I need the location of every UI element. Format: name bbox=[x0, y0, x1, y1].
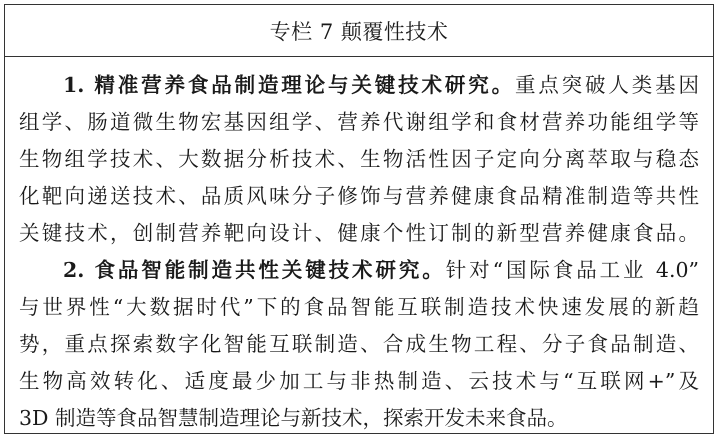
item-2-line-2: 与世界性“大数据时代”下的食品智能互联制造技术快速发展的新趋 bbox=[19, 295, 699, 319]
text-box-panel bbox=[4, 4, 714, 434]
panel-header bbox=[5, 5, 713, 57]
item-2-line-4: 生物高效转化、适度最少加工与非热制造、云技术与“互联网+”及 bbox=[19, 369, 699, 393]
item-2-line-3: 势，重点探索数字化智能互联制造、合成生物工程、分子食品制造、 bbox=[19, 332, 699, 356]
item-1-line-3: 生物组学技术、大数据分析技术、生物活性因子定向分离萃取与稳态 bbox=[19, 147, 699, 171]
item-1-line-1 bbox=[19, 67, 699, 104]
item-2-text: 针对“国际食品工业 4.0” bbox=[445, 258, 699, 282]
item-2-line-1 bbox=[19, 252, 699, 289]
item-1-line-4: 化靶向递送技术、品质风味分子修饰与营养健康食品精准制造等共性 bbox=[19, 184, 699, 208]
panel-body bbox=[5, 57, 713, 437]
panel-title: 专栏 7 颠覆性技术 bbox=[269, 19, 449, 44]
item-1-line-2: 组学、肠道微生物宏基因组学、营养代谢组学和食材营养功能组学等 bbox=[19, 110, 699, 134]
item-2-line-5: 3D 制造等食品智慧制造理论与新技术，探索开发未来食品。 bbox=[19, 406, 568, 430]
item-1-text: 重点突破人类基因 bbox=[514, 73, 699, 97]
item-2-heading: 2. 食品智能制造共性关键技术研究。 bbox=[63, 258, 446, 282]
item-1-line-5: 关键技术，创制营养靶向设计、健康个性订制的新型营养健康食品。 bbox=[19, 221, 699, 245]
item-1-heading: 1. 精准营养食品制造理论与关键技术研究。 bbox=[63, 73, 515, 97]
